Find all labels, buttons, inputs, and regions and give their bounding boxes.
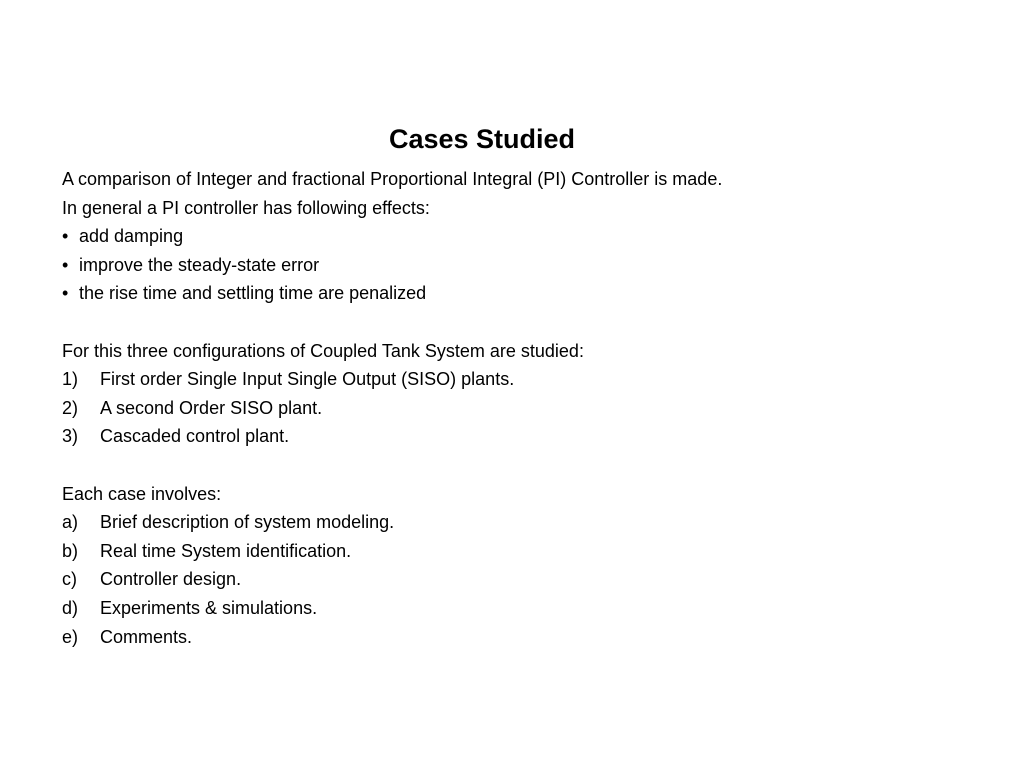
config-item <box>62 422 962 451</box>
slide-body <box>62 165 962 651</box>
config-item <box>62 394 962 423</box>
effect-text: add damping <box>79 226 184 247</box>
case-step-text: Real time System identification. <box>100 540 352 561</box>
case-step <box>62 508 962 537</box>
effect-text: improve the steady-state error <box>79 254 320 275</box>
slide-title: Cases Studied <box>388 124 576 154</box>
effect-item <box>62 279 962 308</box>
list-number: 1) <box>62 369 79 390</box>
case-heading: Each case involves: <box>62 483 222 504</box>
bullet-marker: • <box>62 254 69 275</box>
config-item <box>62 365 962 394</box>
case-step-text: Controller design. <box>100 569 242 590</box>
case-step <box>62 537 962 566</box>
effect-item <box>62 222 962 251</box>
effect-item <box>62 251 962 280</box>
case-step <box>62 565 962 594</box>
case-step-text: Brief description of system modeling. <box>100 512 395 533</box>
spacer <box>62 308 962 337</box>
list-number: 3) <box>62 426 79 447</box>
intro-line: A comparison of Integer and fractional Proportional Integral (PI) Controller is made. <box>62 169 723 189</box>
case-step <box>62 623 962 652</box>
bullet-marker: • <box>62 226 69 247</box>
case-step-text: Experiments & simulations. <box>100 597 318 618</box>
list-number: 2) <box>62 397 79 418</box>
list-letter: a) <box>62 512 79 533</box>
case-step-text: Comments. <box>100 626 193 647</box>
config-text: First order Single Input Single Output (SISO) plants. <box>100 369 515 390</box>
list-letter: e) <box>62 626 79 647</box>
list-letter: d) <box>62 597 79 618</box>
config-text: Cascaded control plant. <box>100 426 290 447</box>
config-text: A second Order SISO plant. <box>100 397 323 418</box>
intro-line: In general a PI controller has following effects: <box>62 197 430 218</box>
effect-text: the rise time and settling time are penalized <box>79 283 427 304</box>
configs-heading: For this three configurations of Coupled Tank System are studied: <box>62 340 584 361</box>
list-letter: c) <box>62 569 77 590</box>
spacer <box>62 451 962 480</box>
list-letter: b) <box>62 540 79 561</box>
case-step <box>62 594 962 623</box>
bullet-marker: • <box>62 283 69 304</box>
